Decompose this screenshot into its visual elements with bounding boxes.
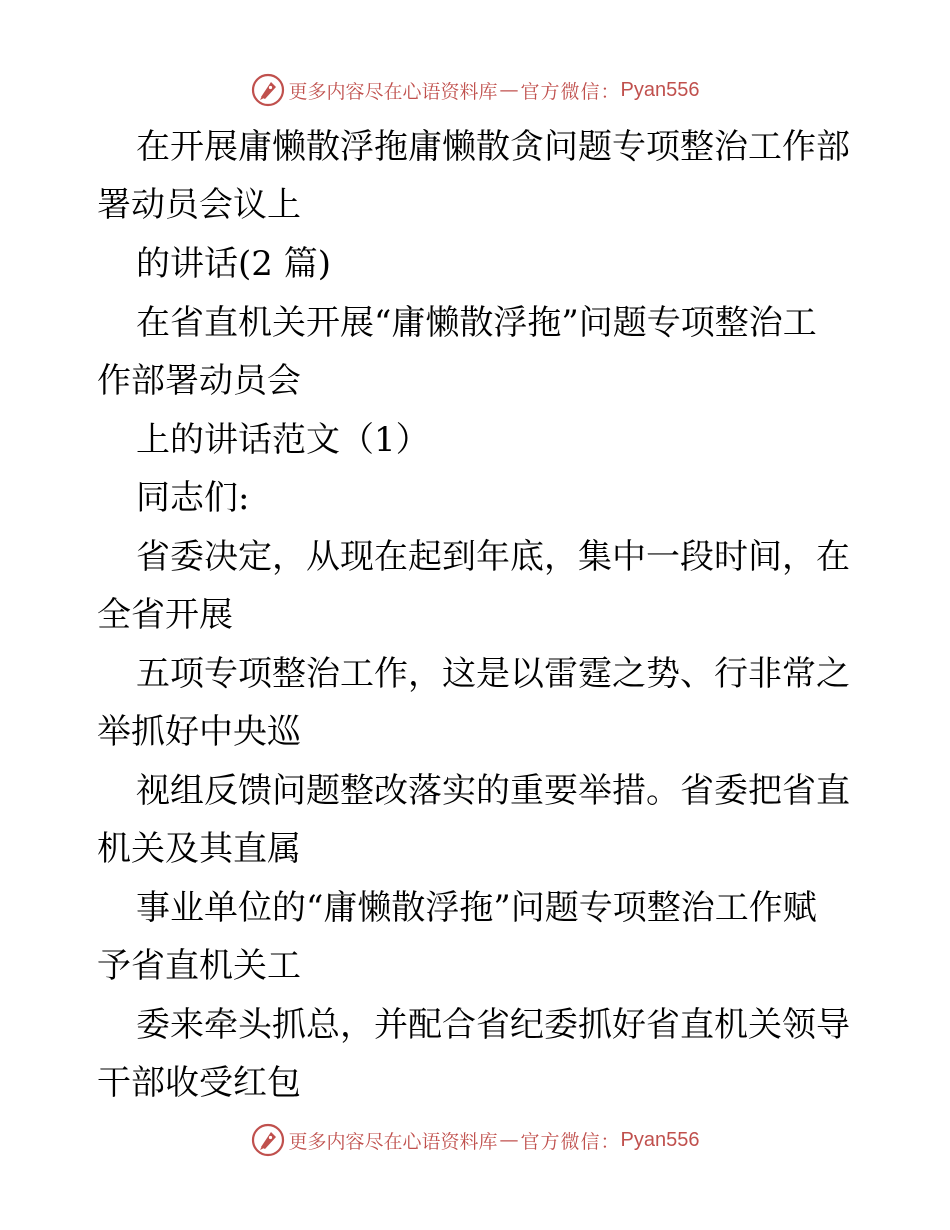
banner-wechat-label: 官方微信： [520,1130,621,1153]
text-line: 同志们: [136,478,250,518]
banner-dash: — [499,1129,519,1151]
text-line: 视组反馈问题整改落实的重要举措。省委把省直 [136,771,850,811]
banner-text: 更多内容尽在心语资料库 [288,80,498,103]
pen-nib-logo-icon [251,73,285,107]
text-line: 省委决定，从现在起到年底，集中一段时间，在 [136,537,850,577]
text-line: 全省开展 [97,595,233,635]
text-line: 上的讲话范文（1） [136,420,430,460]
banner-wechat-label: 官方微信： [520,80,621,103]
text-line: 的讲话(2 篇) [136,244,331,284]
text-line: 干部收受红包 [97,1063,301,1103]
footer-banner [0,1122,950,1158]
banner-text: 更多内容尽在心语资料库 [288,1130,498,1153]
banner-dash: — [499,79,519,101]
text-line: 在省直机关开展“庸懒散浮拖”问题专项整治工 [136,303,817,343]
text-line: 予省直机关工 [97,946,301,986]
banner-wechat-id: Pyan556 [620,78,700,101]
text-line: 机关及其直属 [97,829,301,869]
text-line: 五项专项整治工作，这是以雷霆之势、行非常之 [136,654,850,694]
banner-wechat-id: Pyan556 [620,1128,700,1151]
text-line: 举抓好中央巡 [97,712,301,752]
header-banner [0,72,950,108]
pen-nib-logo-icon [251,1123,285,1157]
text-line: 委来牵头抓总，并配合省纪委抓好省直机关领导 [136,1005,850,1045]
text-line: 作部署动员会 [97,361,301,401]
text-line: 在开展庸懒散浮拖庸懒散贪问题专项整治工作部 [136,127,850,167]
text-line: 署动员会议上 [97,185,301,225]
text-line: 事业单位的“庸懒散浮拖”问题专项整治工作赋 [136,888,817,928]
